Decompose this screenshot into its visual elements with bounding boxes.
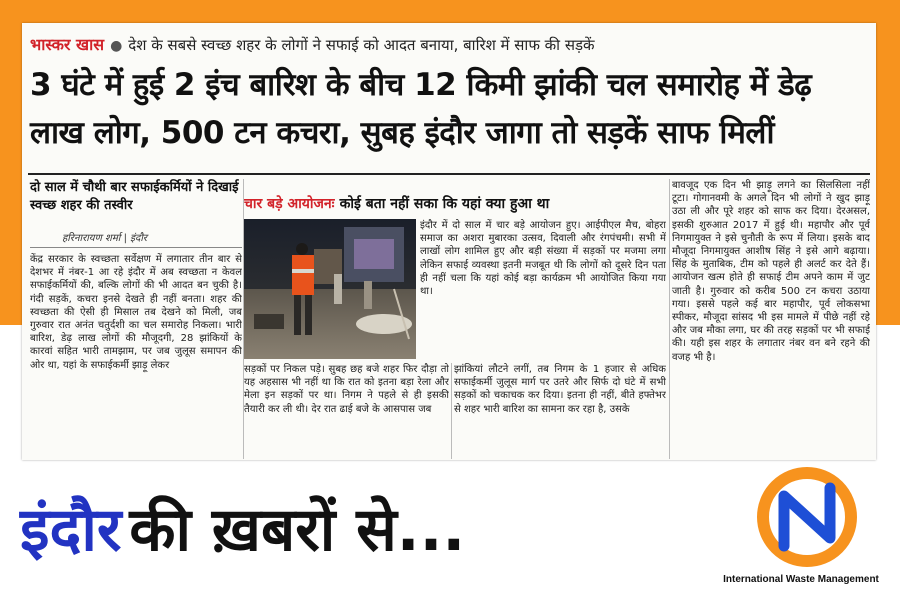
article-column-2: सड़कों पर निकल पड़े। सुबह छह बजे शहर फिर दौड़ा तो यह अहसास भी नहीं था कि रात को इतना बड़ा रेला और मेला इन सड़कों पर था। निगम ने पहले से ही इसकी तैयारी कर ली थी। देर रात ढाई बजे के आसपास जब [244, 364, 449, 415]
kicker-brand: भास्कर खास [30, 35, 105, 54]
column-rule [451, 363, 452, 459]
banner-word-indore: इंदौर [20, 495, 122, 565]
sidebar-title: कोई बता नहीं सका कि यहां क्या हुआ था [339, 196, 550, 212]
iwm-logo-icon [752, 462, 862, 572]
sidebar-text: इंदौर में दो साल में चार बड़े आयोजन हुए। आईपीएल मैच, बोहरा समाज का अशरा मुबारका उत्सव, दिवाली और रंगपंचमी। सभी में लाखों लोग शामिल हुए और बड़ी संख्या में सड़कों पर मजमा लगा लेकिन सफाई व्यवस्था इतनी मजबूत थी कि लोगों को दूसरे दिन पता ही नहीं चला कि यहां कोई बड़ा कार्यक्रम भी आयोजित किया गया था। [420, 220, 666, 298]
banner-headline [20, 490, 465, 570]
main-headline [30, 61, 870, 157]
headline-line-1: 3 घंटे में हुई 2 इंच बारिश के बीच 12 किमी झांकी चल समारोह में डेढ़ [30, 67, 812, 103]
byline: हरिनारायण शर्मा | इंदौर [62, 233, 148, 244]
kicker-line [30, 33, 870, 57]
subheadline: दो साल में चौथी बार सफाईकर्मियों ने दिखाई स्वच्छ शहर की तस्वीर [30, 180, 239, 213]
headline-line-2: लाख लोग, 500 टन कचरा, सुबह इंदौर जागा तो सड़कें साफ मिलीं [30, 115, 774, 151]
newspaper-clipping [22, 23, 876, 460]
article-column-3: झांकियां लौटने लगीं, तब निगम के 1 हजार से अधिक सफाईकर्मी जुलूस मार्ग पर उतरे और सिर्फ दो घंटे में सभी सड़कों को चकाचक कर दिया। इतना ही नहीं, बीते हफ्तेभर से शहर भारी बारिश का सामना कर रहा है, उसके [454, 364, 666, 415]
bullet-icon: ● [110, 38, 123, 54]
sidebar-heading [244, 193, 668, 215]
logo-caption: International Waste Management [723, 574, 879, 585]
headline-divider [28, 173, 870, 175]
article-column-1: केंद्र सरकार के स्वच्छता सर्वेक्षण में लगातार तीन बार से देशभर में नंबर-1 आ रहे इंदौर में अब स्वच्छता न केवल सफाईकर्मियों की, बल्कि लोगों की भी आदत बन चुकी है। गंदी सड़कें, कचरा इनसे देखते ही नहीं बनता। शहर की स्वच्छता की ऐसी ही मिसाल तब देखने को मिली, जब गुरुवार रात अनंत चतुर्दशी का चल समारोह निकला। भारी बारिश, डेढ़ लाख लोगों की मौजूदगी, 28 झांकियों के कारवां सहित भारी तामझाम, पर जब जुलूस समापन की ओर था, यहां के सफाईकर्मी झाड़ू लेकर [30, 254, 242, 371]
byline-divider [30, 247, 242, 248]
banner-word-rest: की ख़बरों से... [129, 495, 466, 565]
news-photo [244, 219, 416, 359]
sidebar-kicker: चार बड़े आयोजनः [244, 196, 335, 212]
column-rule [669, 179, 670, 459]
article-column-4: बावजूद एक दिन भी झाड़ू लगने का सिलसिला नहीं टूटा। गोगानवमी के अगले दिन भी लोगों ने खुद झाड़ू उठा ली और पूरे शहर को साफ कर दिया। देरअसल, इसकी शुरुआत 2017 में हुई थी। महापौर और पूर्व निगमायुक्त ने इसे चुनौती के रूप में लिया। इसके बाद मौजूदा निगमायुक्त आशीष सिंह ने इसे आगे बढ़ाया। सिंह के मुताबिक, टीम को पहले ही अलर्ट कर देते हैं। आयोजन खत्म होते ही सफाई टीम अपने काम में जुट जाती है। गुरुवार को करीब 500 टन कचरा उठाया गया। इससे पहले कई बार महापौर, पूर्व लोकसभा स्पीकर, मौजूदा सांसद भी इस मामले में पीछे नहीं रहे और जब मौका लगा, घर की तरह सड़कों पर भी सफाई की। यही इस शहर के लगातार नंबर वन बने रहने की वजह भी है। [672, 180, 870, 363]
kicker-text: देश के सबसे स्वच्छ शहर के लोगों ने सफाई को आदत बनाया, बारिश में साफ की सड़कें [128, 36, 595, 54]
